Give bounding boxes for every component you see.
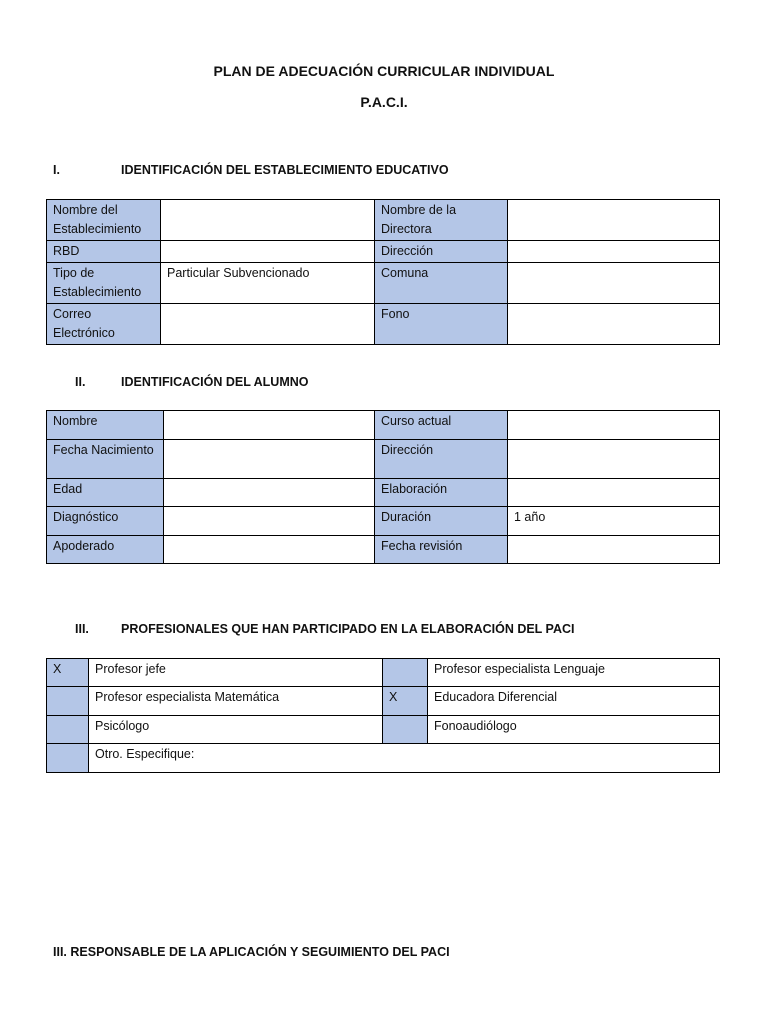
field-label: Comuna [375, 263, 508, 304]
field-value[interactable] [508, 479, 720, 507]
field-value[interactable] [164, 507, 375, 536]
section-4-heading: III. RESPONSABLE DE LA APLICACIÓN Y SEGUIMIENTO DEL PACI [53, 945, 450, 959]
section-number: I. [53, 163, 60, 177]
professional-label: Educadora Diferencial [428, 687, 720, 716]
table-row [47, 687, 720, 716]
field-label: Elaboración [375, 479, 508, 507]
field-label: Fono [375, 304, 508, 345]
table-row [47, 536, 720, 564]
table-row [47, 241, 720, 263]
professionals-table [46, 658, 720, 773]
student-table [46, 410, 720, 564]
field-label: Nombre del Establecimiento [47, 200, 161, 241]
participation-checkbox[interactable]: X [383, 687, 428, 716]
section-title: PROFESIONALES QUE HAN PARTICIPADO EN LA ELABORACIÓN DEL PACI [121, 622, 575, 636]
field-label: Apoderado [47, 536, 164, 564]
field-label: Nombre de la Directora [375, 200, 508, 241]
professional-label: Fonoaudiólogo [428, 716, 720, 744]
participation-checkbox[interactable] [383, 659, 428, 687]
professional-label: Profesor jefe [89, 659, 383, 687]
field-value[interactable] [161, 304, 375, 345]
section-3-heading [75, 622, 575, 636]
table-row [47, 411, 720, 440]
section-title: IDENTIFICACIÓN DEL ALUMNO [121, 375, 309, 389]
field-label: Duración [375, 507, 508, 536]
field-value[interactable] [161, 200, 375, 241]
table-row [47, 304, 720, 345]
field-value[interactable] [508, 440, 720, 479]
field-label: Edad [47, 479, 164, 507]
field-value[interactable] [508, 411, 720, 440]
field-label: Diagnóstico [47, 507, 164, 536]
field-value[interactable] [164, 440, 375, 479]
section-2-heading [75, 375, 309, 389]
table-row [47, 744, 720, 773]
table-row [47, 479, 720, 507]
participation-checkbox[interactable] [47, 716, 89, 744]
table-row [47, 507, 720, 536]
field-value[interactable] [508, 536, 720, 564]
table-row [47, 716, 720, 744]
field-value[interactable] [164, 536, 375, 564]
section-number: II. [75, 375, 86, 389]
section-1-heading [53, 163, 449, 177]
field-value[interactable] [508, 263, 720, 304]
section-title: IDENTIFICACIÓN DEL ESTABLECIMIENTO EDUCATIVO [121, 163, 449, 177]
field-value[interactable] [164, 411, 375, 440]
table-row [47, 440, 720, 479]
field-label: Fecha Nacimiento [47, 440, 164, 479]
field-value[interactable] [508, 241, 720, 263]
professional-label: Psicólogo [89, 716, 383, 744]
establishment-table [46, 199, 720, 345]
field-value[interactable] [508, 304, 720, 345]
field-label: RBD [47, 241, 161, 263]
document-title: PLAN DE ADECUACIÓN CURRICULAR INDIVIDUAL [213, 63, 555, 79]
field-label: Fecha revisión [375, 536, 508, 564]
field-value[interactable] [161, 241, 375, 263]
field-label: Dirección [375, 241, 508, 263]
field-value[interactable] [508, 200, 720, 241]
participation-checkbox[interactable] [383, 716, 428, 744]
section-number: III. [75, 622, 89, 636]
field-label: Correo Electrónico [47, 304, 161, 345]
professional-label: Profesor especialista Lenguaje [428, 659, 720, 687]
other-specify-field[interactable]: Otro. Especifique: [89, 744, 720, 773]
field-value[interactable]: Particular Subvencionado [161, 263, 375, 304]
participation-checkbox[interactable] [47, 687, 89, 716]
field-label: Nombre [47, 411, 164, 440]
table-row [47, 659, 720, 687]
document-subtitle: P.A.C.I. [360, 94, 408, 110]
field-label: Dirección [375, 440, 508, 479]
participation-checkbox[interactable] [47, 744, 89, 773]
field-label: Curso actual [375, 411, 508, 440]
field-value[interactable]: 1 año [508, 507, 720, 536]
table-row [47, 263, 720, 304]
table-row [47, 200, 720, 241]
professional-label: Profesor especialista Matemática [89, 687, 383, 716]
participation-checkbox[interactable]: X [47, 659, 89, 687]
field-value[interactable] [164, 479, 375, 507]
field-label: Tipo de Establecimiento [47, 263, 161, 304]
